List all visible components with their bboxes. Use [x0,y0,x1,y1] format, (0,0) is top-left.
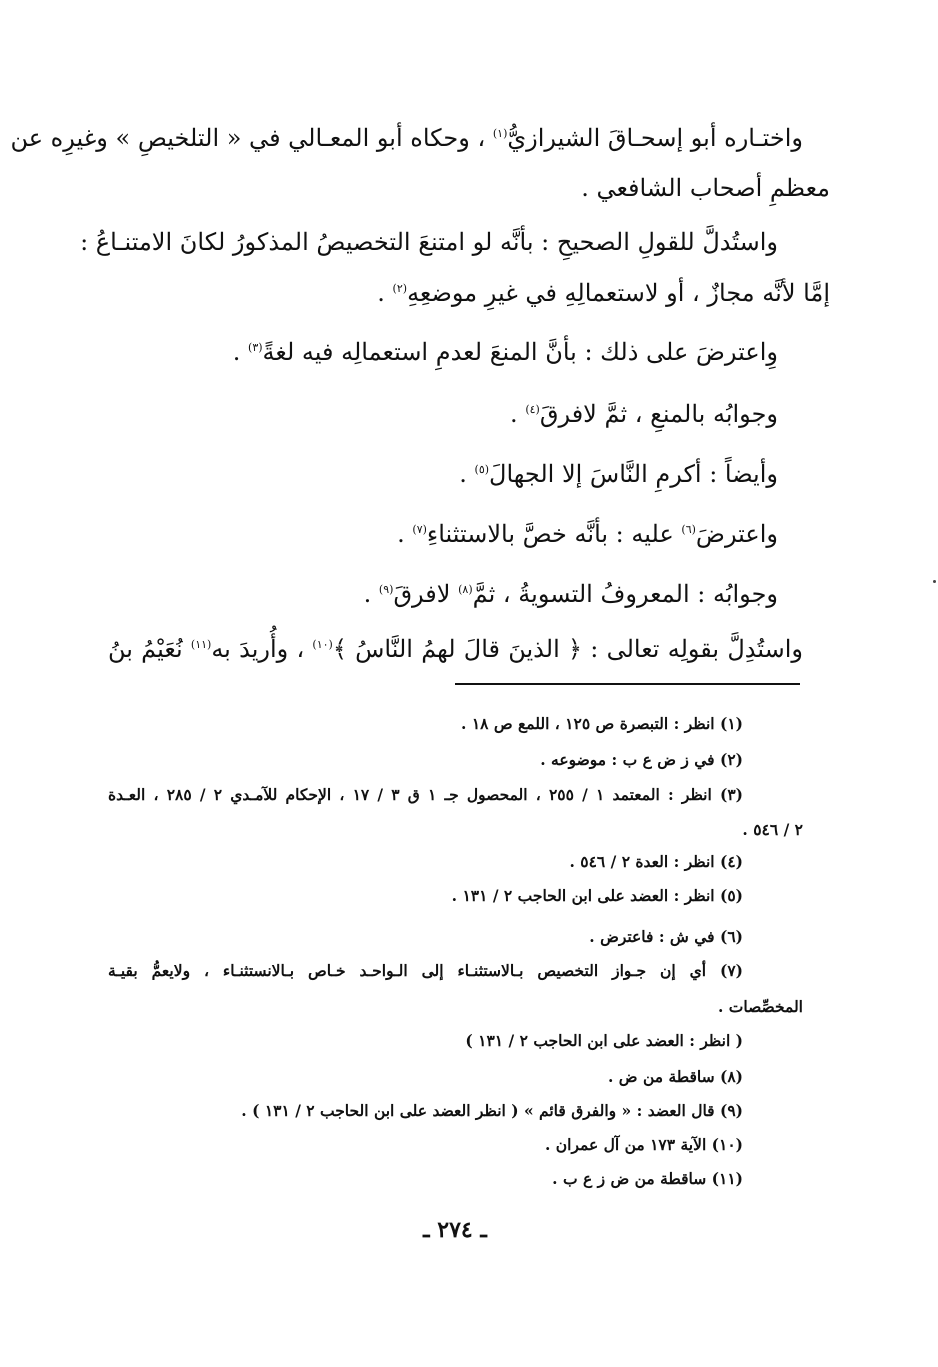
footnote-7: (٧) أي إن جـواز التخصيص بـالاستثنـاء إلى الـواحـد خـاص بـالانستثنـاء ، ولايعمُّ بقيـة [108,961,743,980]
body-line-2: معظمِ أصحاب الشافعي . [581,174,830,202]
body-line-1: واختـاره أبو إسحـاقَ الشيرازيُّ$^{(١)}$ ، وحكاه أبو المعـالي في « التلخيصِ » وغيرِه عن [10,124,803,152]
footnote-ref: (٩) [378,583,394,596]
body-line-8: واعترضَ$^{(٦)}$ عليه : بأنَّه خصَّ بالاستثناءِ$^{(٧)}$ . [397,520,778,548]
footnote-ref: (٢) [392,282,408,295]
footnote-2: (٢) في ز ض ع ب : موضوعه . [540,750,743,769]
footnote-ref: (١٠) [312,638,333,651]
footnote-separator [455,683,800,685]
footnote-3-continued: ٢ / ٥٤٦ . [742,820,803,839]
body-line-4: إمَّا لأنَّه مجازٌ ، أو لاستعمالِهِ في غيرِ موضعِهِ$^{(٢)}$ . [377,279,830,307]
footnote-7-reference: ( انظر : العضد على ابن الحاجب ٢ / ١٣١ ) [465,1031,743,1050]
footnote-11: (١١) ساقطة من ض ز ع ب . [552,1169,743,1188]
body-line-9: وجوابُه : المعروفُ التسويةُ ، ثمَّ$^{(٨)}$ لافرقَ$^{(٩)}$ . [363,580,778,608]
footnote-3: (٣) انظر : المعتمد ١ / ٢٥٥ ، المحصول جـ ١ ق ٣ / ١٧ ، الإحكام للآمـدي ٢ / ٢٨٥ ، العـدة [108,785,743,804]
body-line-10: واستُدِلَّ بقولِه تعالى : ﴿ الذينَ قالَ لهمُ النَّاسُ ﴾$^{(١٠)}$ ، وأُريدَ به$^{(١١)}$ نُعَيْمُ بنُ [108,635,803,663]
footnote-8: (٨) ساقطة من ض . [608,1067,743,1086]
footnote-ref: (٨) [458,583,473,596]
body-line-6: وجوابُه بالمنعِ ، ثمَّ لافرقَ$^{(٤)}$ . [510,400,778,428]
footnote-ref: (٧) [412,523,427,536]
footnote-10: (١٠) الآية ١٧٣ من آل عمران . [545,1135,743,1154]
footnote-ref: (٦) [681,523,696,536]
footnote-6: (٦) في ش : فاعترض . [589,927,743,946]
footnote-ref: (٤) [525,403,540,416]
body-line-5: وِاعترضَ على ذلك : بأنَّ المنعَ لعدمِ استعمالِه فيه لغةً$^{(٣)}$ . [232,338,778,366]
footnote-5: (٥) انظر : العضد على ابن الحاجب ٢ / ١٣١ . [451,886,743,905]
footnote-4: (٤) انظر : العدة ٢ / ٥٤٦ . [569,852,743,871]
scan-speck [933,580,936,583]
footnote-ref: (١) [492,127,508,140]
footnote-ref: (٥) [474,463,490,476]
body-line-7: وأيضاً : أكرمِ النَّاسَ إلا الجهالَ$^{(٥)}$ . [459,460,778,488]
page-number: ـ ٢٧٤ ـ [423,1217,487,1243]
footnote-1: (١) انظر : التبصرة ص ١٢٥ ، اللمع ص ١٨ . [461,714,743,733]
footnote-7-continued: المخصِّصات . [718,997,803,1016]
body-line-3: واستُدلَّ للقولِ الصحيحِ : بأنَّه لو امتنعَ التخصيصُ المذكورُ لكانَ الامتنـاعُ : [80,228,778,256]
footnote-9: (٩) قال العضد : « والفرق قائم » ( انظر العضد على ابن الحاجب ٢ / ١٣١ ) . [241,1101,743,1120]
footnote-ref: (١١) [190,638,212,651]
footnote-ref: (٣) [248,341,263,354]
